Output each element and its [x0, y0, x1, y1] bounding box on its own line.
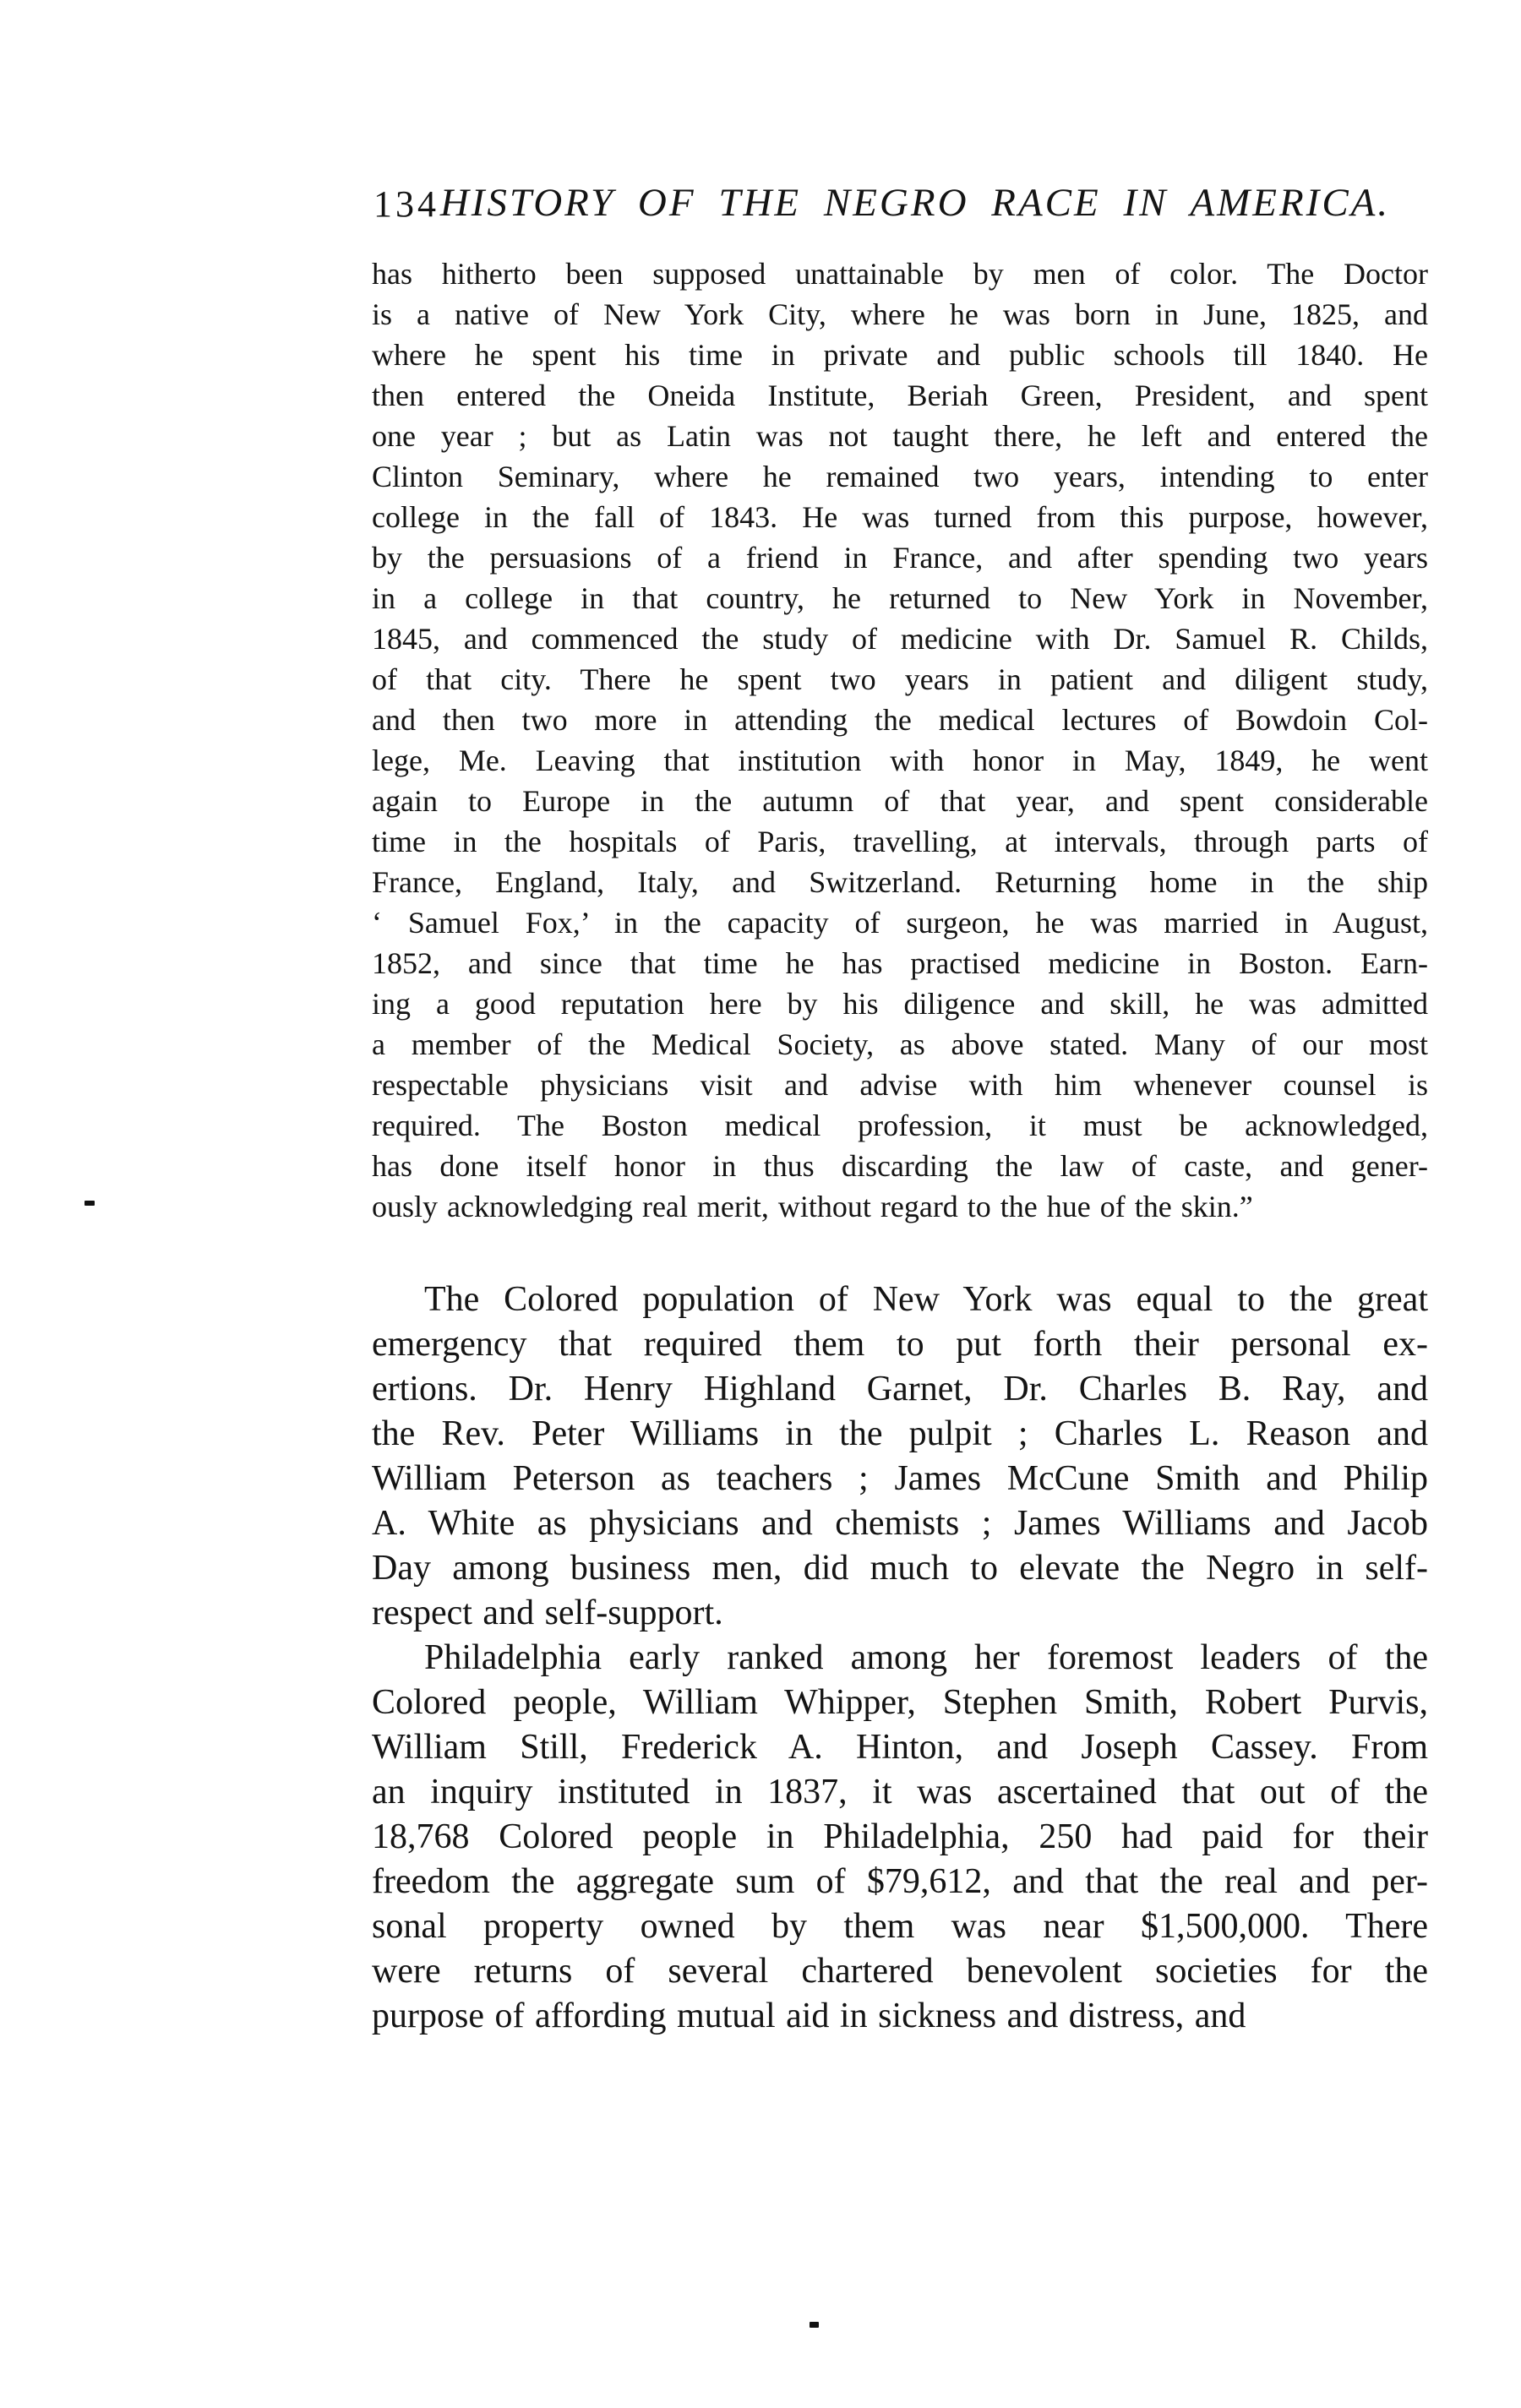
- text-line: ously acknowledging real merit, without regard to the hue of the skin.”: [372, 1190, 1253, 1223]
- text-line: A. White as physicians and chemists ; James Williams and Jacob: [372, 1504, 1428, 1543]
- text-line: William Still, Frederick A. Hinton, and Joseph Cassey. From: [372, 1728, 1428, 1767]
- scan-speck: [810, 2322, 819, 2328]
- text-line: again to Europe in the autumn of that year, and spent considerable: [372, 784, 1428, 818]
- text-line: 1852, and since that time he has practised medicine in Boston. Earn-: [372, 946, 1428, 980]
- text-line: sonal property owned by them was near $1,500,000. There: [372, 1907, 1428, 1946]
- text-line: one year ; but as Latin was not taught there, he left and entered the: [372, 419, 1428, 453]
- text-line: where he spent his time in private and public schools till 1840. He: [372, 338, 1428, 372]
- text-line: has hitherto been supposed unattainable by men of color. The Doctor: [372, 257, 1428, 291]
- text-line: by the persuasions of a friend in France, and after spending two years: [372, 541, 1428, 575]
- text-line: Clinton Seminary, where he remained two years, intending to enter: [372, 460, 1428, 493]
- text-line: ‘ Samuel Fox,’ in the capacity of surgeon, he was married in August,: [372, 906, 1428, 940]
- text-line: time in the hospitals of Paris, travelling, at intervals, through parts of: [372, 825, 1428, 858]
- text-line: respect and self-support.: [372, 1594, 723, 1632]
- text-line: required. The Boston medical profession, it must be acknowledged,: [372, 1109, 1428, 1142]
- quoted-excerpt: [372, 253, 1428, 1227]
- text-line: William Peterson as teachers ; James McCune Smith and Philip: [372, 1459, 1428, 1498]
- page-header: [372, 179, 1428, 232]
- scan-speck: [84, 1201, 95, 1206]
- paragraph-new-york: [372, 1278, 1428, 1636]
- text-line: is a native of New York City, where he was born in June, 1825, and: [372, 297, 1428, 331]
- text-line: 18,768 Colored people in Philadelphia, 250 had paid for their: [372, 1817, 1428, 1856]
- text-line: a member of the Medical Society, as above stated. Many of our most: [372, 1027, 1428, 1061]
- text-line: an inquiry instituted in 1837, it was ascertained that out of the: [372, 1773, 1428, 1811]
- text-line: then entered the Oneida Institute, Beriah Green, President, and spent: [372, 379, 1428, 412]
- text-line: the Rev. Peter Williams in the pulpit ; Charles L. Reason and: [372, 1414, 1428, 1453]
- text-line: The Colored population of New York was equal to the great: [424, 1280, 1428, 1319]
- text-line: France, England, Italy, and Switzerland. Returning home in the ship: [372, 865, 1428, 899]
- text-line: Philadelphia early ranked among her foremost leaders of the: [424, 1638, 1428, 1677]
- text-line: ing a good reputation here by his diligence and skill, he was admitted: [372, 987, 1428, 1021]
- text-line: 1845, and commenced the study of medicine with Dr. Samuel R. Childs,: [372, 622, 1428, 656]
- page-body: [372, 253, 1428, 2039]
- text-line: Day among business men, did much to elevate the Negro in self-: [372, 1549, 1428, 1588]
- text-line: has done itself honor in thus discarding the law of caste, and gener-: [372, 1149, 1428, 1183]
- text-line: lege, Me. Leaving that institution with honor in May, 1849, he went: [372, 744, 1428, 777]
- text-line: and then two more in attending the medical lectures of Bowdoin Col-: [372, 703, 1428, 737]
- text-line: college in the fall of 1843. He was turned from this purpose, however,: [372, 500, 1428, 534]
- text-line: Colored people, William Whipper, Stephen Smith, Robert Purvis,: [372, 1683, 1428, 1722]
- text-line: of that city. There he spent two years in patient and diligent study,: [372, 662, 1428, 696]
- running-title: HISTORY OF THE NEGRO RACE IN AMERICA.: [439, 181, 1391, 225]
- text-line: emergency that required them to put forth their personal ex-: [372, 1325, 1428, 1364]
- text-line: ertions. Dr. Henry Highland Garnet, Dr. Charles B. Ray, and: [372, 1370, 1428, 1408]
- text-line: respectable physicians visit and advise with him whenever counsel is: [372, 1068, 1428, 1102]
- text-line: were returns of several chartered benevolent societies for the: [372, 1952, 1428, 1991]
- paragraph-philadelphia: [372, 1636, 1428, 2039]
- text-line: in a college in that country, he returned to New York in November,: [372, 581, 1428, 615]
- text-column: [372, 179, 1428, 2039]
- page-number: 134: [373, 183, 439, 225]
- text-line: purpose of affording mutual aid in sickness and distress, and: [372, 1997, 1246, 2035]
- text-line: freedom the aggregate sum of $79,612, and that the real and per-: [372, 1862, 1428, 1901]
